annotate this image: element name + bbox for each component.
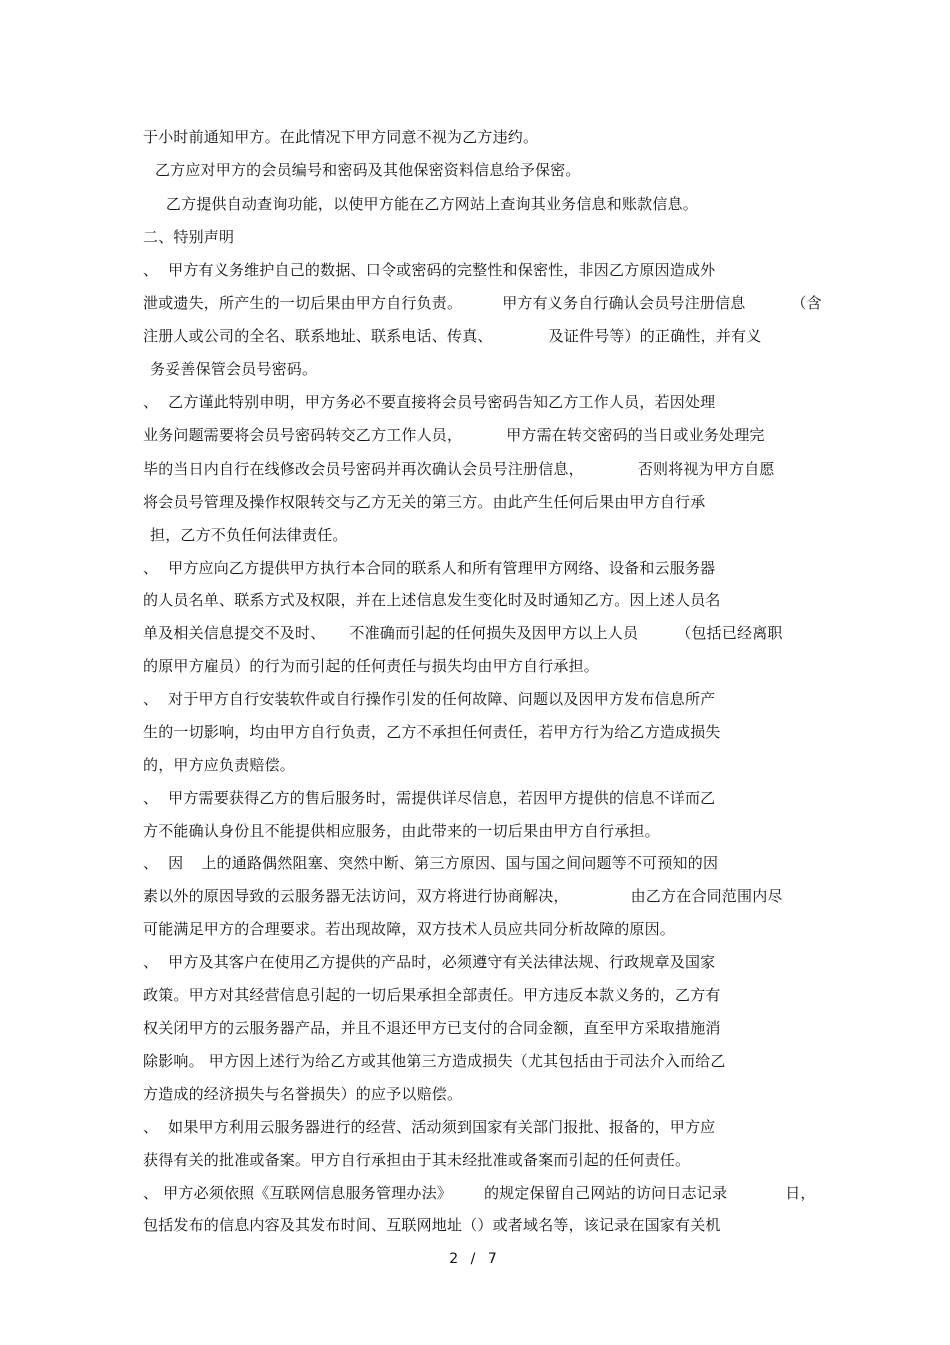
text-line <box>150 159 581 181</box>
text-line <box>143 951 715 973</box>
text-line <box>143 1017 721 1039</box>
text-segment: 的，甲方应负责赔偿。 <box>143 756 296 774</box>
text-segment: 、 甲方必须依照《互联网信息服务管理办法》 <box>143 1184 452 1202</box>
text-line <box>143 1050 726 1072</box>
text-line <box>143 655 599 677</box>
text-segment: 、 对于甲方自行安装软件或自行操作引发的任何故障、问题以及因甲方发布信息所产 <box>143 690 716 708</box>
text-line <box>143 885 783 907</box>
text-segment: 的原甲方雇员）的行为而引起的任何责任与损失均由甲方自行承担。 <box>143 657 600 675</box>
text-segment: 、 因 <box>143 854 184 872</box>
text-line <box>143 557 715 579</box>
text-segment: 上的通路偶然阻塞、突然中断、第三方原因、国与国之间问题等不可预知的因 <box>201 854 719 872</box>
text-line <box>150 524 348 546</box>
text-line <box>143 325 761 347</box>
text-line <box>150 358 317 380</box>
text-segment: 业务问题需要将会员号密码转交乙方工作人员， <box>143 426 463 444</box>
text-segment: 除影响。 甲方因上述行为给乙方或其他第三方造成损失（尤其包括由于司法介入而给乙 <box>143 1052 726 1070</box>
text-segment: 、 如果甲方利用云服务器进行的经营、活动须到国家有关部门报批、报备的，甲方应 <box>143 1118 716 1136</box>
text-line <box>143 852 718 874</box>
text-segment: 否则将视为甲方自愿 <box>637 460 775 478</box>
text-line <box>143 1214 721 1236</box>
text-line <box>143 491 705 513</box>
text-segment: 获得有关的批准或备案。甲方自行承担由于其未经批准或备案而引起的任何责任。 <box>143 1151 691 1169</box>
text-segment: 生的一切影响，均由甲方自行负责，乙方不承担任何责任，若甲方行为给乙方造成损失 <box>143 723 721 741</box>
text-line <box>143 292 822 314</box>
text-segment: 可能满足甲方的合理要求。若出现故障，双方技术人员应共同分析故障的原因。 <box>143 920 676 938</box>
page-number <box>0 1251 950 1267</box>
text-segment: 及证件号等）的正确性，并有义 <box>548 327 762 345</box>
text-line <box>143 259 715 281</box>
text-segment: （包括已经离职 <box>676 624 783 642</box>
text-line <box>143 391 715 413</box>
text-line <box>143 984 721 1006</box>
text-line <box>143 787 715 809</box>
text-line <box>143 754 295 776</box>
text-segment: 甲方需在转交密码的当日或业务处理完 <box>506 426 765 444</box>
page-current: 2 <box>449 1251 463 1267</box>
text-segment: 日， <box>785 1184 816 1202</box>
text-line <box>143 721 721 743</box>
text-segment: 包括发布的信息内容及其发布时间、互联网地址（）或者域名等，该记录在国家有关机 <box>143 1216 721 1234</box>
text-segment: 于小时前通知甲方。在此情况下甲方同意不视为乙方违约。 <box>143 128 539 146</box>
text-line <box>143 820 660 842</box>
text-segment: 方不能确认身份且不能提供相应服务，由此带来的一切后果由甲方自行承担。 <box>143 822 660 840</box>
text-line <box>143 918 675 940</box>
text-segment: 二、特别声明 <box>143 228 235 246</box>
text-segment: 、 甲方需要获得乙方的售后服务时，需提供详尽信息，若因甲方提供的信息不详而乙 <box>143 789 716 807</box>
text-segment: 注册人或公司的全名、联系地址、联系电话、传真、 <box>143 327 493 345</box>
text-line <box>156 193 698 215</box>
page-separator: / <box>470 1251 480 1267</box>
text-segment: 方造成的经济损失与名誉损失）的应予以赔偿。 <box>143 1085 463 1103</box>
text-segment: 、 甲方应向乙方提供甲方执行本合同的联系人和所有管理甲方网络、设备和云服务器 <box>143 559 716 577</box>
text-segment: 、 甲方有义务维护自己的数据、口令或密码的完整性和保密性，非因乙方原因造成外 <box>143 261 716 279</box>
text-line <box>143 1182 816 1204</box>
text-segment: 由乙方在合同范围内尽 <box>630 887 783 905</box>
text-segment: 权关闭甲方的云服务器产品，并且不退还甲方已支付的合同金额，直至甲方采取措施消 <box>143 1019 721 1037</box>
text-line <box>143 622 783 644</box>
text-segment: 务妥善保管会员号密码。 <box>150 360 318 378</box>
text-segment: 担，乙方不负任何法律责任。 <box>150 526 348 544</box>
text-segment: 乙方提供自动查询功能，以使甲方能在乙方网站上查询其业务信息和账款信息。 <box>156 195 698 213</box>
text-line <box>143 126 538 148</box>
text-segment: 泄或遗失，所产生的一切后果由甲方自行负责。 <box>143 294 463 312</box>
text-segment: 素以外的原因导致的云服务器无法访问，双方将进行协商解决， <box>143 887 569 905</box>
text-line <box>143 688 715 710</box>
text-segment: 毕的当日内自行在线修改会员号密码并再次确认会员号注册信息， <box>143 460 584 478</box>
text-line <box>143 1083 462 1105</box>
text-line <box>143 458 775 480</box>
text-segment: 甲方有义务自行确认会员号注册信息 <box>502 294 746 312</box>
text-line <box>143 424 765 446</box>
text-segment: 将会员号管理及操作权限转交与乙方无关的第三方。由此产生任何后果由甲方自行承 <box>143 493 706 511</box>
page-total: 7 <box>487 1251 501 1267</box>
text-segment: （含 <box>791 294 822 312</box>
text-segment: 单及相关信息提交不及时、 <box>143 624 326 642</box>
text-segment: 不准确而引起的任何损失及因甲方以上人员 <box>349 624 639 642</box>
text-segment: 、 乙方谨此特别申明，甲方务必不要直接将会员号密码告知乙方工作人员，若因处理 <box>143 393 716 411</box>
text-line <box>143 1116 715 1138</box>
text-segment: 乙方应对甲方的会员编号和密码及其他保密资料信息给予保密。 <box>150 161 581 179</box>
text-segment: 的规定保留自己网站的访问日志记录 <box>483 1184 728 1202</box>
text-line <box>143 589 721 611</box>
text-line <box>143 226 234 248</box>
text-segment: 政策。甲方对其经营信息引起的一切后果承担全部责任。甲方违反本款义务的，乙方有 <box>143 986 721 1004</box>
text-segment: 的人员名单、联系方式及权限，并在上述信息发生变化时及时通知乙方。因上述人员名 <box>143 591 721 609</box>
text-segment: 、 甲方及其客户在使用乙方提供的产品时，必须遵守有关法律法规、行政规章及国家 <box>143 953 716 971</box>
text-line <box>143 1149 690 1171</box>
